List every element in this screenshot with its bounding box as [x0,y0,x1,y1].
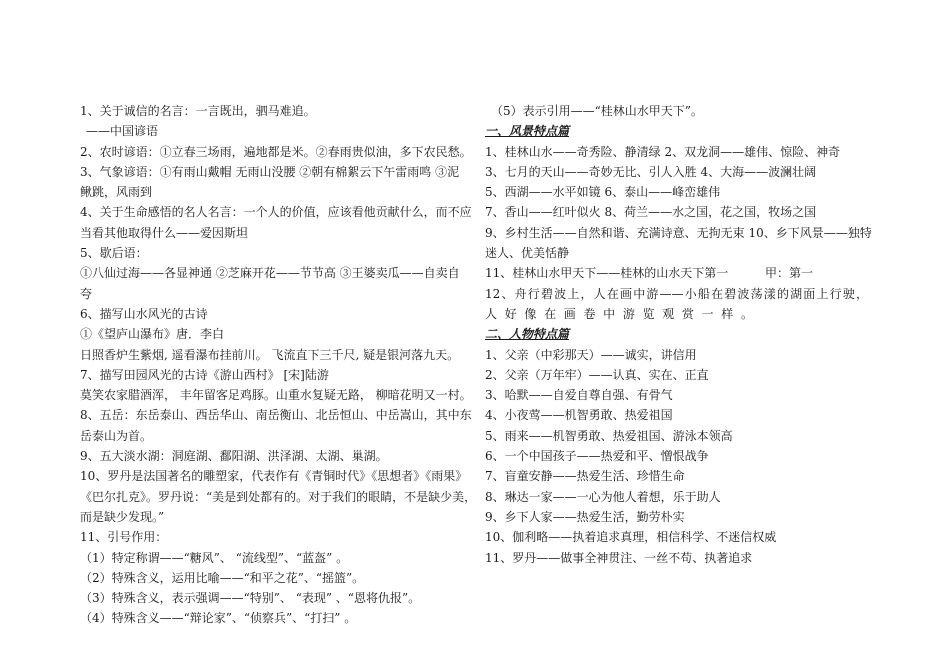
text-line: 3、气象谚语：①有雨山戴帽 无雨山没腰 ②朝有棉絮云下午雷雨鸣 ③泥 [80,164,460,179]
text-line: ——中国谚语 [86,124,159,139]
text-line: 3、七月的天山——奇妙无比、引人入胜 4、大海——波澜壮阔 [485,164,817,179]
text-line-justified: 12、舟行碧波上，人在画中游——小船在碧波荡漾的湖面上行驶， [485,286,868,301]
text-line: 1、桂林山水——奇秀险、静清绿 2、双龙洞——雄伟、惊险、神奇 [485,144,841,159]
text-segment: 11、桂林山水甲天下——桂林的山水天下第一 [485,266,729,281]
section-heading: 二、人物特点篇 [485,327,570,342]
text-line: ①《望庐山瀑布》唐．李白 [80,327,225,342]
text-line: 9、乡村生活——自然和谐、充满诗意、无拘无束 10、乡下风景——独特 [485,225,872,240]
text-line: 2、父亲（万年牢）——认真、实在、正直 [485,367,709,382]
text-line: ①八仙过海——各显神通 ②芝麻开花——节节高 ③王婆卖瓜——自卖自 [80,266,460,281]
text-line: 1、父亲（中彩那天）——诚实，讲信用 [485,347,697,362]
text-line: 5、西湖——水平如镜 6、泰山——峰峦雄伟 [485,185,721,200]
margin-note: 甲：第一 [765,266,814,281]
text-line: 《巴尔扎克》。罗丹说：“美是到处都有的。对于我们的眼睛，不是缺少美， [80,489,477,504]
text-line: 9、五大淡水湖：洞庭湖、鄱阳湖、洪泽湖、太湖、巢湖。 [80,449,388,464]
text-line: 7、香山——红叶似火 8、荷兰——水之国，花之国，牧场之国 [485,205,817,220]
text-line: （1）特定称谓——“糖风”、 “流线型”、“蓝盔” 。 [80,550,349,565]
text-line: 岳泰山为首。 [80,428,153,443]
text-line: 1、关于诚信的名言：一言既出，驷马难追。 [80,104,316,118]
text-line-justified: 人好像在画卷中游览观赏一样。 [485,306,753,321]
text-line: 鳅跳，风雨到 [80,185,153,200]
text-line: 6、一个中国孩子——热爱和平、憎恨战争 [485,449,709,464]
text-line: 10、罗丹是法国著名的雕塑家，代表作有《青铜时代》《思想者》《雨果》 [80,469,468,484]
text-line: 日照香炉生紫烟, 遥看瀑布挂前川。 飞流直下三千尺, 疑是银河落九天。 [80,347,460,362]
text-line: 夸 [80,286,93,301]
text-line: 4、小夜莺——机智勇敢、热爱祖国 [485,408,673,423]
text-line: 8、五岳：东岳泰山、西岳华山、南岳衡山、北岳恒山、中岳嵩山，其中东 [80,408,472,423]
text-line: （5）表示引用——“桂林山水甲天下”。 [491,104,703,118]
text-line: （2）特殊含义，运用比喻——“和平之花”、“摇篮”。 [80,570,365,585]
text-line: 7、盲童安静——热爱生活、珍惜生命 [485,469,685,484]
text-line: （4）特殊含义——“辩论家”、“侦察兵”、“打扫” 。 [80,611,357,626]
text-line: 10、伽利略——执着追求真理，相信科学、不迷信权威 [485,530,777,545]
right-column [485,101,872,568]
section-heading: 一、风景特点篇 [485,124,570,139]
text-line: 当看其他取得什么——爱因斯坦 [80,225,249,240]
text-line: 而是缺少发现。” [80,509,165,524]
left-column [80,101,477,629]
text-line: 4、关于生命感悟的名人名言：一个人的价值，应该看他贡献什么，而不应 [80,205,472,220]
text-line: （3）特殊含义，表示强调——“特别”、 “表现” 、“恩将仇报”。 [80,591,421,606]
text-line: 8、琳达一家——一心为他人着想，乐于助人 [485,489,721,504]
text-line: 6、描写山水风光的古诗 [80,306,208,321]
text-line: 11、引号作用： [80,530,168,545]
text-line-with-note [485,263,868,283]
text-line: 11、罗丹——做事全神贯注、一丝不苟、执著追求 [485,550,753,565]
text-line: 5、歇后语： [80,246,148,261]
text-line: 莫笑农家腊酒浑， 丰年留客足鸡豚。山重水复疑无路， 柳暗花明又一村。 [80,388,472,403]
text-line: 5、雨来——机智勇敢、热爱祖国、游泳本领高 [485,428,733,443]
text-line: 7、描写田园风光的古诗《游山西村》 [宋]陆游 [80,367,329,382]
text-line: 2、农时谚语：①立春三场雨，遍地都是米。②春雨贵似油，多下农民愁。 [80,144,472,159]
text-line: 3、哈默——自爱自尊自强、有骨气 [485,388,673,403]
text-line: 9、乡下人家——热爱生活，勤劳朴实 [485,509,685,524]
text-line: 迷人、优美恬静 [485,246,570,261]
